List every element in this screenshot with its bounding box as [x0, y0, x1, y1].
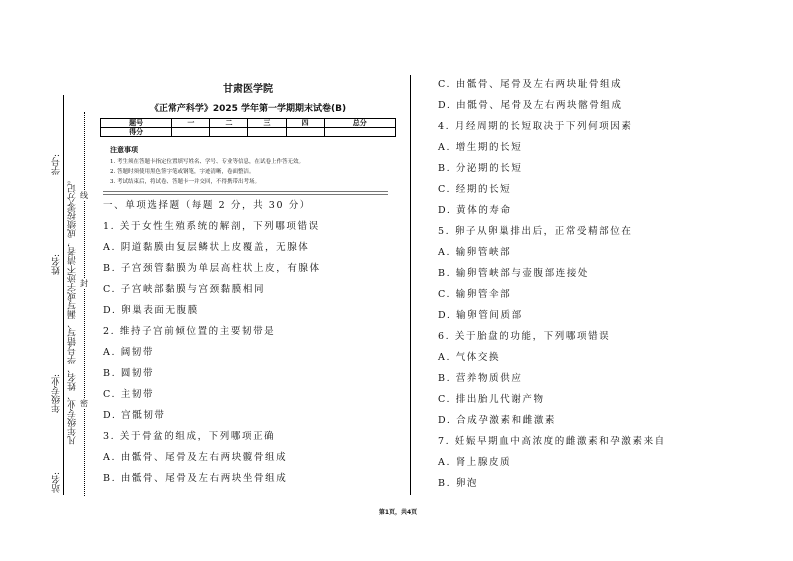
note-item: 2. 答题时须使用黑色签字笔或钢笔，字迹清晰，卷面整洁。 [110, 169, 255, 175]
section-heading: 一、单项选择题（每题 2 分，共 30 分） [103, 200, 311, 211]
answer-option: D. 黄体的寿命 [438, 205, 512, 216]
score-cell [172, 128, 210, 137]
answer-option: C. 子宫峡部黏膜与宫颈黏膜相同 [103, 284, 266, 295]
page-footer: 第1页，共4页 [378, 509, 418, 516]
name-label: 姓名: [52, 254, 62, 276]
seal-char-mi: 密 [80, 399, 88, 408]
score-header: 四 [286, 119, 324, 128]
question-stem: 5. 卵子从卵巢排出后，正常受精部位在 [438, 226, 633, 237]
exam-title: 《正常产科学》2025 学年第一学期期末试卷(B) [149, 104, 347, 114]
answer-option: D. 由骶骨、尾骨及左右两块髂骨组成 [438, 100, 623, 111]
answer-option: D. 卵巢表面无腹膜 [103, 305, 199, 316]
answer-option: B. 圆韧带 [103, 368, 155, 379]
seal-char-xian: 线 [80, 191, 88, 200]
answer-option: A. 输卵管峡部 [438, 247, 512, 258]
score-header: 二 [210, 119, 248, 128]
answer-option: A. 肾上腺皮质 [438, 457, 512, 468]
score-header: 一 [172, 119, 210, 128]
answer-option: A. 由骶骨、尾骨及左右两块髋骨组成 [103, 452, 288, 463]
answer-option: A. 增生期的长短 [438, 142, 523, 153]
answer-option: D. 宫骶韧带 [103, 410, 166, 421]
score-header: 题号 [101, 119, 172, 128]
answer-option: D. 输卵管间质部 [438, 310, 523, 321]
notes-heading: 注意事项 [110, 146, 138, 154]
answer-option: C. 经期的长短 [438, 184, 512, 195]
answer-option: B. 子宫颈管黏膜为单层高柱状上皮，有腺体 [103, 263, 321, 274]
question-stem: 6. 关于胎盘的功能，下列哪项错误 [438, 331, 611, 342]
answer-option: C. 输卵管伞部 [438, 289, 512, 300]
margin-solid-line [63, 95, 64, 495]
answer-option: B. 卵泡 [438, 478, 479, 489]
answer-option: C. 由骶骨、尾骨及左右两块耻骨组成 [438, 79, 623, 90]
score-table-header-row [101, 119, 396, 128]
seal-char-feng: 封 [80, 279, 88, 288]
answer-option: B. 输卵管峡部与壶腹部连接处 [438, 268, 590, 279]
question-stem: 2. 维持子宫前倾位置的主要韧带是 [103, 326, 276, 337]
answer-option: B. 由骶骨、尾骨及左右两块坐骨组成 [103, 473, 288, 484]
question-stem: 4. 月经周期的长短取决于下列何项因素 [438, 121, 633, 132]
question-stem: 7. 妊娠早期血中高浓度的雌激素和孕激素来自 [438, 436, 666, 447]
answer-option: D. 合成孕激素和雌激素 [438, 415, 557, 426]
score-cell [286, 128, 324, 137]
student-id-label: 学号: [52, 154, 62, 176]
score-cell [210, 128, 248, 137]
question-stem: 3. 关于骨盆的组成，下列哪项正确 [103, 431, 276, 442]
answer-option: A. 阔韧带 [103, 347, 155, 358]
header-divider [103, 191, 388, 195]
answer-option: A. 阴道黏膜由复层鳞状上皮覆盖，无腺体 [103, 242, 310, 253]
school-name: 甘肃医学院 [223, 84, 273, 95]
answer-option: B. 营养物质供应 [438, 373, 523, 384]
score-row-label: 得分 [101, 128, 172, 137]
grade-major-label: 年级专业: [52, 374, 62, 414]
score-table [100, 118, 396, 137]
note-item: 3. 考试结束后，将试卷、答题卡一并交回，不得携带出考场。 [110, 179, 260, 185]
margin-warning: 凡年级专业、姓名、学号错写、漏写或字迹不清者，成绩按零分记。 [68, 175, 78, 445]
answer-option: C. 主韧带 [103, 389, 155, 400]
answer-option: B. 分泌期的长短 [438, 163, 523, 174]
column-divider [410, 75, 411, 495]
score-cell [324, 128, 395, 137]
question-stem: 1. 关于女性生殖系统的解剖，下列哪项错误 [103, 221, 320, 232]
score-header: 总分 [324, 119, 395, 128]
station-label: 站名: [52, 472, 62, 494]
answer-option: C. 排出胎儿代谢产物 [438, 394, 545, 405]
score-cell [248, 128, 286, 137]
score-table-score-row [101, 128, 396, 137]
note-item: 1. 考生须在答题卡指定位置填写姓名、学号、专业等信息，在试卷上作答无效。 [110, 159, 304, 165]
answer-option: A. 气体交换 [438, 352, 501, 363]
margin-dotted-line [84, 112, 85, 496]
score-header: 三 [248, 119, 286, 128]
